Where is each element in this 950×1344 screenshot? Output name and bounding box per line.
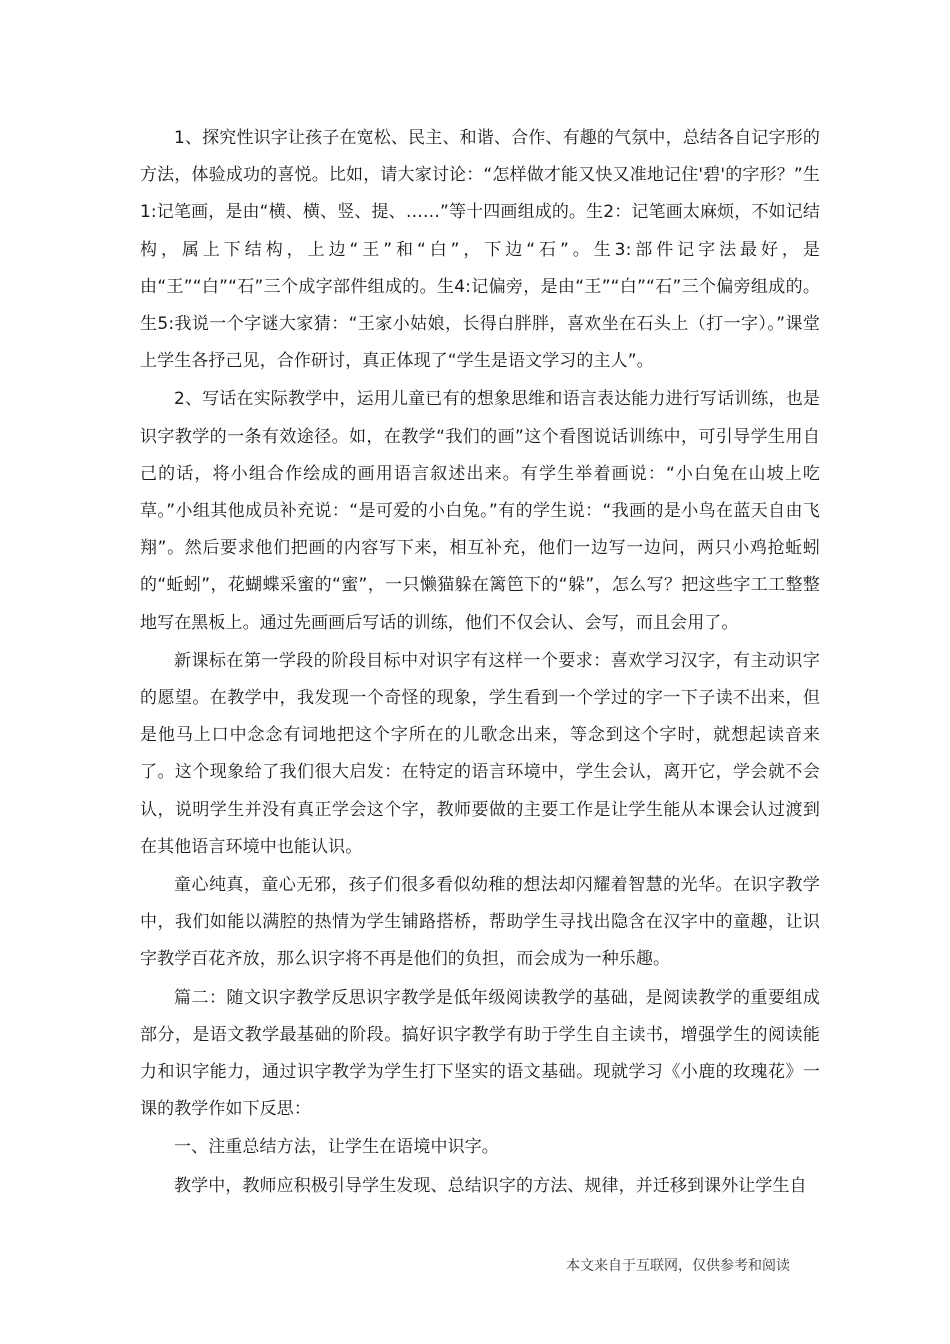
paragraph: 2、写话在实际教学中，运用儿童已有的想象思维和语言表达能力进行写话训练，也是识字教学的一条有效途径。如，在教学“我们的画”这个看图说话训练中，可引导学生用自己的话，将小组合作绘成的画用语言叙述出来。有学生举着画说：“小白兔在山坡上吃草。”小组其他成员补充说：“是可爱的小白兔。”有的学生说：“我画的是小鸟在蓝天自由飞翔”。然后要求他们把画的内容写下来，相互补充，他们一边写一边问，两只小鸡抢蚯蚓的“蚯蚓”，花蝴蝶采蜜的“蜜”，一只懒猫躲在篱笆下的“躲”，怎么写？把这些字工工整整地写在黑板上。通过先画画后写话的训练，他们不仅会认、会写，而且会用了。 [140,389,820,633]
section-heading: 一、注重总结方法，让学生在语境中识字。 [174,1137,499,1158]
paragraph: 童心纯真，童心无邪，孩子们很多看似幼稚的想法却闪耀着智慧的光华。在识字教学中，我们如能以满腔的热情为学生铺路搭桥，帮助学生寻找出隐含在汉字中的童趣，让识字教学百花齐放，那么识字将不再是他们的负担，而会成为一种乐趣。 [140,875,820,970]
paragraph: 篇二：随文识字教学反思识字教学是低年级阅读教学的基础，是阅读教学的重要组成部分，是语文教学最基础的阶段。搞好识字教学有助于学生自主读书，增强学生的阅读能力和识字能力，通过识字教学为学生打下坚实的语文基础。现就学习《小鹿的玫瑰花》一课的教学作如下反思： [140,987,820,1120]
document-body [140,120,820,1206]
paragraph: 新课标在第一学段的阶段目标中对识字有这样一个要求：喜欢学习汉字，有主动识字的愿望。在教学中，我发现一个奇怪的现象，学生看到一个学过的字一下子读不出来，但是他马上口中念念有词地把这个字所在的儿歌念出来，等念到这个字时，就想起读音来了。这个现象给了我们很大启发：在特定的语言环境中，学生会认，离开它，学会就不会认，说明学生并没有真正学会这个字，教师要做的主要工作是让学生能从本课会认过渡到在其他语言环境中也能认识。 [140,650,820,857]
footer-note: 本文来自于互联网，仅供参考和阅读 [566,1258,790,1274]
paragraph: 1、探究性识字让孩子在宽松、民主、和谐、合作、有趣的气氛中，总结各自记字形的方法，体验成功的喜悦。比如，请大家讨论：“怎样做才能又快又准地记住'碧'的字形？”生1:记笔画，是由“横、横、竖、提、……”等十四画组成的。生2：记笔画太麻烦，不如记结构，属上下结构，上边“王”和“白”，下边“石”。生3:部件记字法最好，是由“王”“白”“石”三个成字部件组成的。生4:记偏旁，是由“王”“白”“石”三个偏旁组成的。生5:我说一个字谜大家猜：“王家小姑娘，长得白胖胖，喜欢坐在石头上（打一字）。”课堂上学生各抒己见，合作研讨，真正体现了“学生是语文学习的主人”。 [140,128,820,372]
paragraph: 教学中，教师应积极引导学生发现、总结识字的方法、规律，并迁移到课外让学生自 [174,1175,807,1196]
